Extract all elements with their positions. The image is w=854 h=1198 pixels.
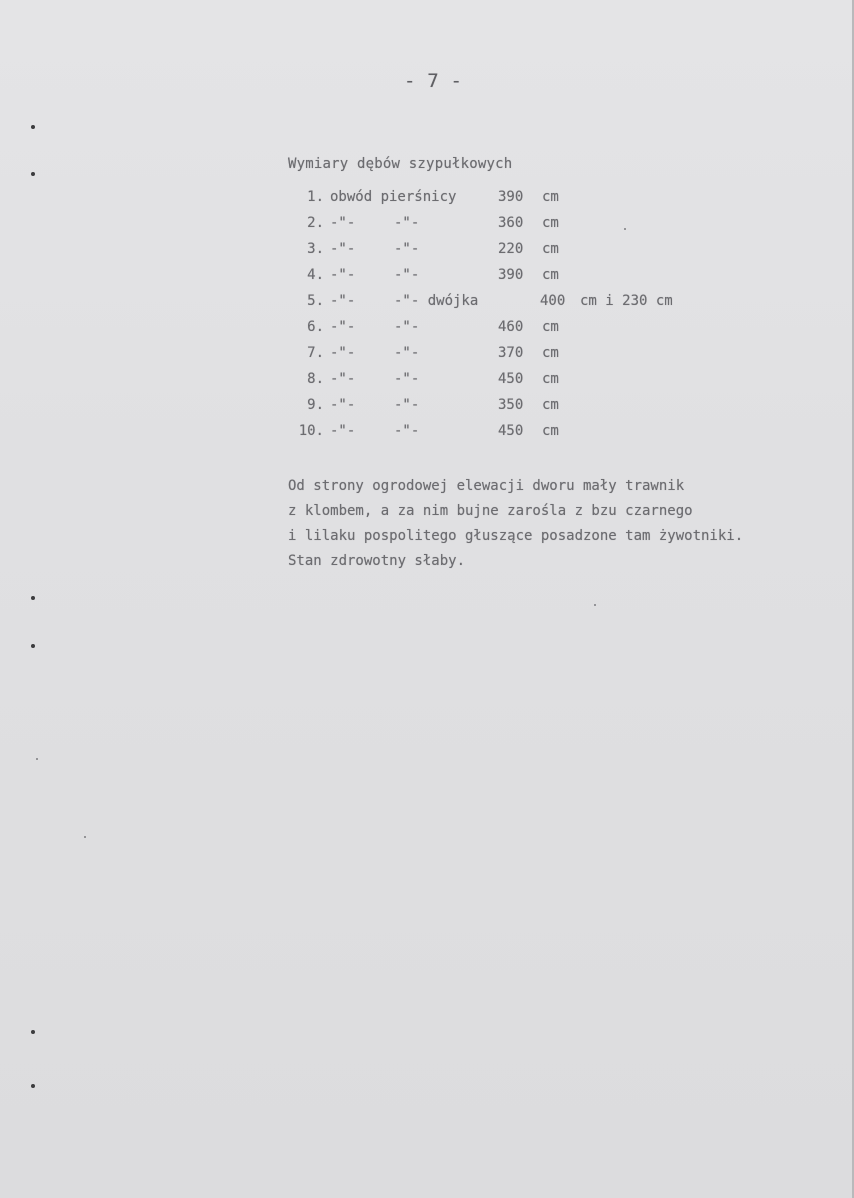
paper-speck — [624, 228, 626, 230]
list-item — [284, 241, 559, 267]
item-unit: cm — [542, 371, 559, 387]
item-label: -"- — [330, 423, 356, 439]
binder-hole — [31, 596, 35, 600]
item-number: 10. — [298, 423, 324, 439]
paragraph-line: Stan zdrowotny słaby. — [288, 553, 466, 569]
list-item — [284, 397, 559, 423]
binder-hole — [31, 125, 35, 129]
item-label-2: -"- — [394, 241, 420, 257]
item-label-2: -"- — [394, 397, 420, 413]
item-label-2: -"- — [394, 267, 420, 283]
item-unit: cm — [542, 241, 559, 257]
measurement-list — [284, 189, 673, 449]
item-label: -"- — [330, 267, 356, 283]
item-value: 460 — [498, 319, 524, 335]
item-label: -"- — [330, 319, 356, 335]
item-number: 8. — [307, 371, 324, 387]
list-item — [284, 345, 559, 371]
list-item — [284, 267, 559, 293]
item-value: 390 — [498, 267, 524, 283]
page-number: - 7 - — [404, 70, 463, 92]
item-number: 5. — [307, 293, 324, 309]
item-number: 7. — [307, 345, 324, 361]
paper-speck — [594, 604, 596, 606]
item-label: -"- — [330, 241, 356, 257]
item-label-2: -"- — [394, 215, 420, 231]
item-label-2: -"- — [394, 371, 420, 387]
list-item — [284, 423, 559, 449]
list-heading: Wymiary dębów szypułkowych — [288, 156, 513, 172]
item-value: 390 — [498, 189, 524, 205]
item-value: 370 — [498, 345, 524, 361]
item-unit: cm — [542, 189, 559, 205]
item-unit: cm i 230 cm — [580, 293, 673, 309]
item-label-2: -"- — [394, 423, 420, 439]
binder-hole — [31, 644, 35, 648]
item-number: 9. — [307, 397, 324, 413]
item-value: 400 — [540, 293, 566, 309]
description-paragraph — [288, 474, 854, 574]
item-number: 6. — [307, 319, 324, 335]
list-item — [284, 189, 559, 215]
binder-hole — [31, 1030, 35, 1034]
list-item — [284, 371, 559, 397]
item-value: 450 — [498, 423, 524, 439]
item-number: 3. — [307, 241, 324, 257]
list-item — [284, 319, 559, 345]
item-label: obwód pierśnicy — [330, 189, 457, 205]
binder-hole — [31, 172, 35, 176]
item-unit: cm — [542, 215, 559, 231]
item-unit: cm — [542, 423, 559, 439]
item-label-2: -"- dwójka — [394, 293, 479, 309]
paragraph-line: Od strony ogrodowej elewacji dworu mały trawnik — [288, 478, 685, 494]
item-value: 450 — [498, 371, 524, 387]
item-unit: cm — [542, 267, 559, 283]
item-label: -"- — [330, 293, 356, 309]
item-number: 2. — [307, 215, 324, 231]
list-item — [284, 215, 559, 241]
item-label: -"- — [330, 371, 356, 387]
list-item — [284, 293, 673, 319]
paper-speck — [36, 758, 38, 760]
item-value: 350 — [498, 397, 524, 413]
item-label-2: -"- — [394, 345, 420, 361]
item-value: 360 — [498, 215, 524, 231]
paragraph-line: i lilaku pospolitego głuszące posadzone tam żywotniki. — [288, 528, 744, 544]
item-label: -"- — [330, 215, 356, 231]
item-value: 220 — [498, 241, 524, 257]
item-unit: cm — [542, 345, 559, 361]
paper-speck — [84, 836, 86, 838]
item-label-2: -"- — [394, 319, 420, 335]
paragraph-line: z klombem, a za nim bujne zarośla z bzu czarnego — [288, 503, 693, 519]
item-unit: cm — [542, 319, 559, 335]
item-number: 1. — [307, 189, 324, 205]
item-label: -"- — [330, 345, 356, 361]
item-unit: cm — [542, 397, 559, 413]
item-number: 4. — [307, 267, 324, 283]
binder-hole — [31, 1084, 35, 1088]
item-label: -"- — [330, 397, 356, 413]
